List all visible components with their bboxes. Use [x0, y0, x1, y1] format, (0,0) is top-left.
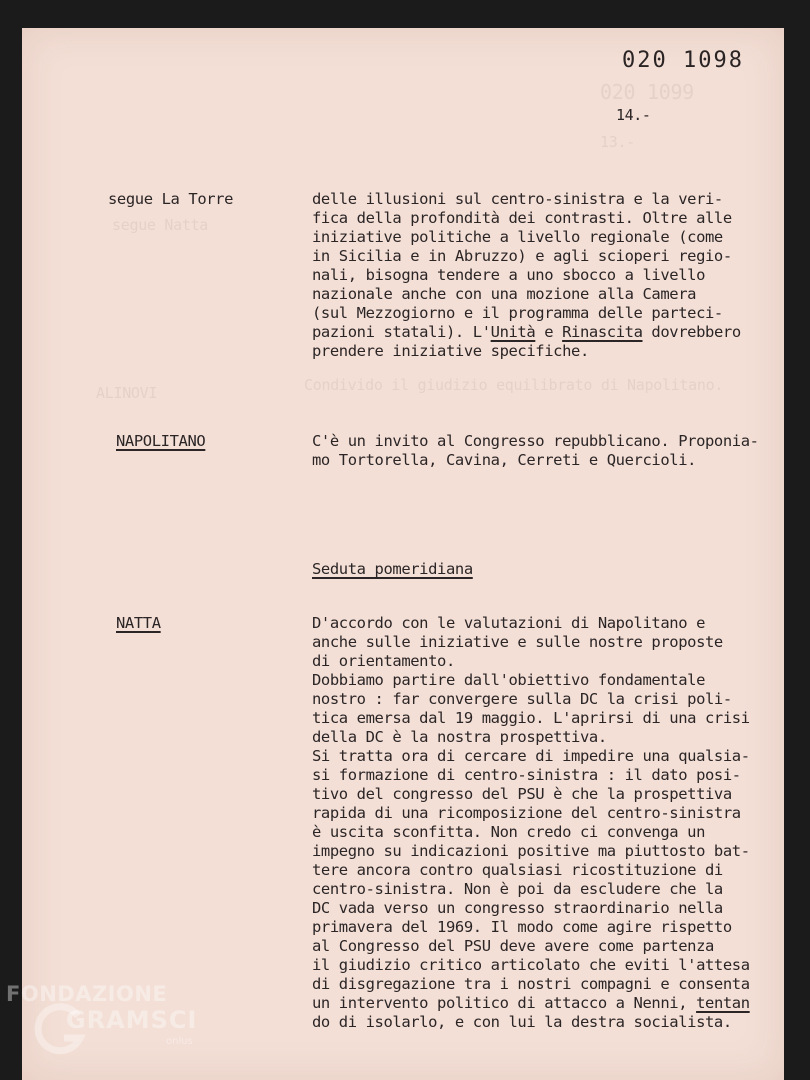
speaker-label: NAPOLITANO: [116, 432, 206, 450]
text-line: è uscita sconfitta. Non credo ci convenga un: [312, 823, 705, 841]
text-line: prendere iniziative specifiche.: [312, 342, 589, 360]
text-line: impegno su indicazioni positive ma piuttosto bat-: [312, 842, 750, 860]
fondazione-gramsci-watermark: [0, 982, 200, 1052]
text-line: nali, bisogna tendere a uno sbocco a livello: [312, 266, 705, 284]
watermark-line3: onlus: [166, 1036, 193, 1047]
section-heading: Seduta pomeridiana: [312, 560, 473, 578]
text-line: nostro : far convergere sulla DC la crisi poli-: [312, 690, 732, 708]
text-line: rapida di una ricomposizione del centro-sinistra: [312, 804, 741, 822]
text-line: (sul Mezzogiorno e il programma delle parteci-: [312, 304, 723, 322]
text-line: pazioni statali). L'Unità e Rinascita dovrebbero: [312, 323, 741, 341]
show-through-text: 13.-: [600, 133, 635, 151]
text-line: delle illusioni sul centro-sinistra e la veri-: [312, 190, 723, 208]
speaker-label: segue La Torre: [108, 190, 234, 208]
text-line: Dobbiamo partire dall'obiettivo fondamentale: [312, 671, 705, 689]
text-line: do di isolarlo, e con lui la destra socialista.: [312, 1013, 732, 1031]
text-line: tere ancora contro qualsiasi ricostituzione di: [312, 861, 723, 879]
text-line: Si tratta ora di cercare di impedire una qualsia-: [312, 747, 750, 765]
text-line: anche sulle iniziative e sulle nostre proposte: [312, 633, 723, 651]
text-line: fica della profondità dei contrasti. Oltre alle: [312, 209, 732, 227]
page-number: 14.-: [616, 106, 651, 124]
text-line: al Congresso del PSU deve avere come partenza: [312, 937, 714, 955]
text-line: tica emersa dal 19 maggio. L'aprirsi di una crisi: [312, 709, 750, 727]
text-line: un intervento politico di attacco a Nenni, tentan: [312, 994, 750, 1012]
text-line: in Sicilia e in Abruzzo) e agli scioperi regio-: [312, 247, 732, 265]
text-line: della DC è la nostra prospettiva.: [312, 728, 607, 746]
text-line: centro-sinistra. Non è poi da escludere che la: [312, 880, 723, 898]
text-line: D'accordo con le valutazioni di Napolitano e: [312, 614, 705, 632]
text-line: di disgregazione tra i nostri compagni e consenta: [312, 975, 750, 993]
text-line: si formazione di centro-sinistra : il dato posi-: [312, 766, 741, 784]
text-line: DC vada verso un congresso straordinario nella: [312, 899, 723, 917]
show-through-text: ALINOVI: [96, 384, 158, 402]
text-line: primavera del 1969. Il modo come agire rispetto: [312, 918, 732, 936]
text-line: nazionale anche con una mozione alla Camera: [312, 285, 697, 303]
show-through-text: segue Natta: [112, 216, 209, 234]
watermark-line2: GRAMSCI: [66, 1006, 198, 1034]
underlined-title: Unità: [490, 323, 536, 341]
watermark-line1: FONDAZIONE: [6, 982, 168, 1006]
underlined-title: Rinascita: [562, 323, 643, 341]
text-line: il giudizio critico articolato che eviti l'attesa: [312, 956, 750, 974]
text-line: tivo del congresso del PSU è che la prospettiva: [312, 785, 732, 803]
document-number: 020 1098: [622, 48, 744, 73]
speaker-label: NATTA: [116, 614, 161, 632]
text-line: mo Tortorella, Cavina, Cerreti e Quercioli.: [312, 451, 697, 469]
text-line: di orientamento.: [312, 652, 455, 670]
text-line: C'è un invito al Congresso repubblicano. Proponia-: [312, 432, 759, 450]
text-line: iniziative politiche a livello regionale (come: [312, 228, 723, 246]
document-page: [22, 28, 784, 1080]
show-through-text: 020 1099: [600, 80, 694, 104]
show-through-text: Condivido il giudizio equilibrato di Napolitano.: [304, 376, 724, 394]
